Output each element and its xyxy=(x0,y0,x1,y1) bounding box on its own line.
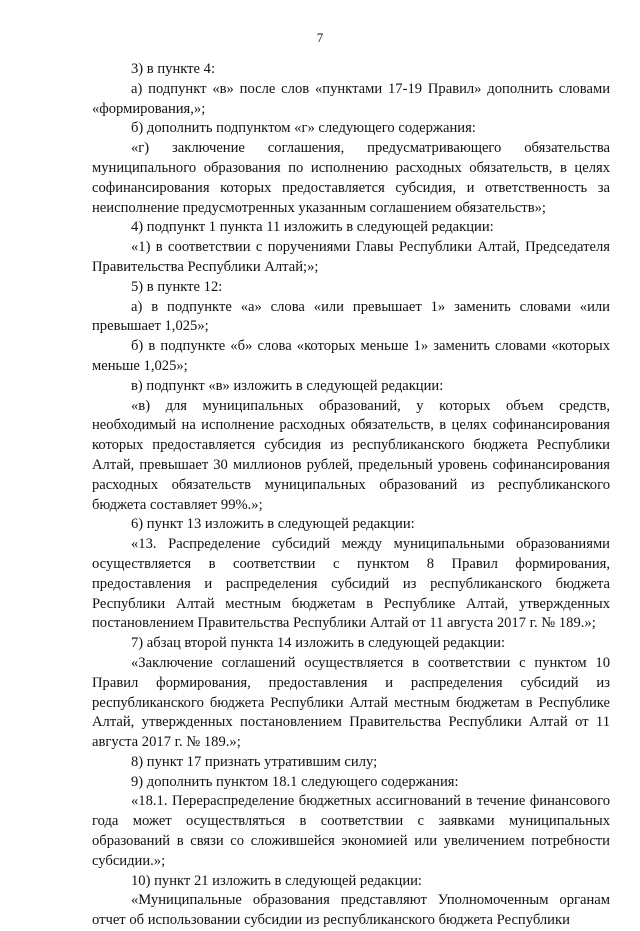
paragraph: «18.1. Перераспределение бюджетных ассигнований в течение финансового года может осуществляться в соответствии с заявками муниципальных образований в связи со сложившейся экономией или увеличением потребности субсидии.»; xyxy=(92,793,610,869)
paragraph: «Муниципальные образования представляют Уполномоченным органам отчет об использовании субсидии из республиканского бюджета Республики xyxy=(92,892,610,929)
paragraph: 10) пункт 21 изложить в следующей редакции: xyxy=(131,872,422,889)
paragraph: 5) в пункте 12: xyxy=(131,278,223,295)
paragraph: 4) подпункт 1 пункта 11 изложить в следующей редакции: xyxy=(131,219,494,236)
paragraph: в) подпункт «в» изложить в следующей редакции: xyxy=(131,377,444,394)
paragraph: а) подпункт «в» после слов «пунктами 17-19 Правил» дополнить словами «формирования,»; xyxy=(92,80,610,117)
page-number: 7 xyxy=(316,30,324,45)
paragraph: «1) в соответствии с поручениями Главы Республики Алтай, Председателя Правительства Республики Алтай;»; xyxy=(92,239,610,275)
paragraph: 7) абзац второй пункта 14 изложить в следующей редакции: xyxy=(131,635,506,652)
paragraph: 6) пункт 13 изложить в следующей редакции: xyxy=(131,516,415,533)
paragraph: «Заключение соглашений осуществляется в соответствии с пунктом 10 Правил формирования, предоставления и распределения субсидий из республиканского бюджета Республики Алтай местным бюджетам в Республике Алтай, утвержденных постановлением Правительства Республики Алтай от 11 августа 2017 г. № 189.»; xyxy=(92,654,610,751)
paragraph: «13. Распределение субсидий между муниципальными образованиями осуществляется в соответствии с пунктом 8 Правил формирования, предоставления и распределения субсидий из республиканского бюджета Республики Алтай местным бюджетам в Республике Алтай, утвержденных постановлением Правительства Республики Алтай от 11 августа 2017 г. № 189.»; xyxy=(92,536,610,632)
paragraph: б) в подпункте «б» слова «которых меньше 1» заменить словами «которых меньше 1,025»; xyxy=(92,338,610,374)
paragraph: «в) для муниципальных образований, у которых объем средств, необходимый на исполнение расходных обязательств, в целях софинансирования которых предоставляется субсидия из республиканского бюджета Республики Алтай, превышает 30 миллионов рублей, предельный уровень софинансирования расходных обязательств муниципальных образований из республиканского бюджета составляет 99%.»; xyxy=(92,397,610,513)
paragraph: 3) в пункте 4: xyxy=(131,61,216,77)
paragraph: 8) пункт 17 признать утратившим силу; xyxy=(131,753,378,770)
document-body xyxy=(92,60,610,931)
paragraph: а) в подпункте «а» слова «или превышает 1» заменить словами «или превышает 1,025»; xyxy=(92,298,610,335)
paragraph: 9) дополнить пунктом 18.1 следующего содержания: xyxy=(131,773,459,790)
paragraph: б) дополнить подпунктом «г» следующего содержания: xyxy=(131,120,476,137)
paragraph: «г) заключение соглашения, предусматривающего обязательства муниципального образования по исполнению расходных обязательств, в целях софинансирования которых предоставляется субсидия, и ответственность за неисполнение предусмотренных указанным соглашением обязательств»; xyxy=(92,140,610,216)
